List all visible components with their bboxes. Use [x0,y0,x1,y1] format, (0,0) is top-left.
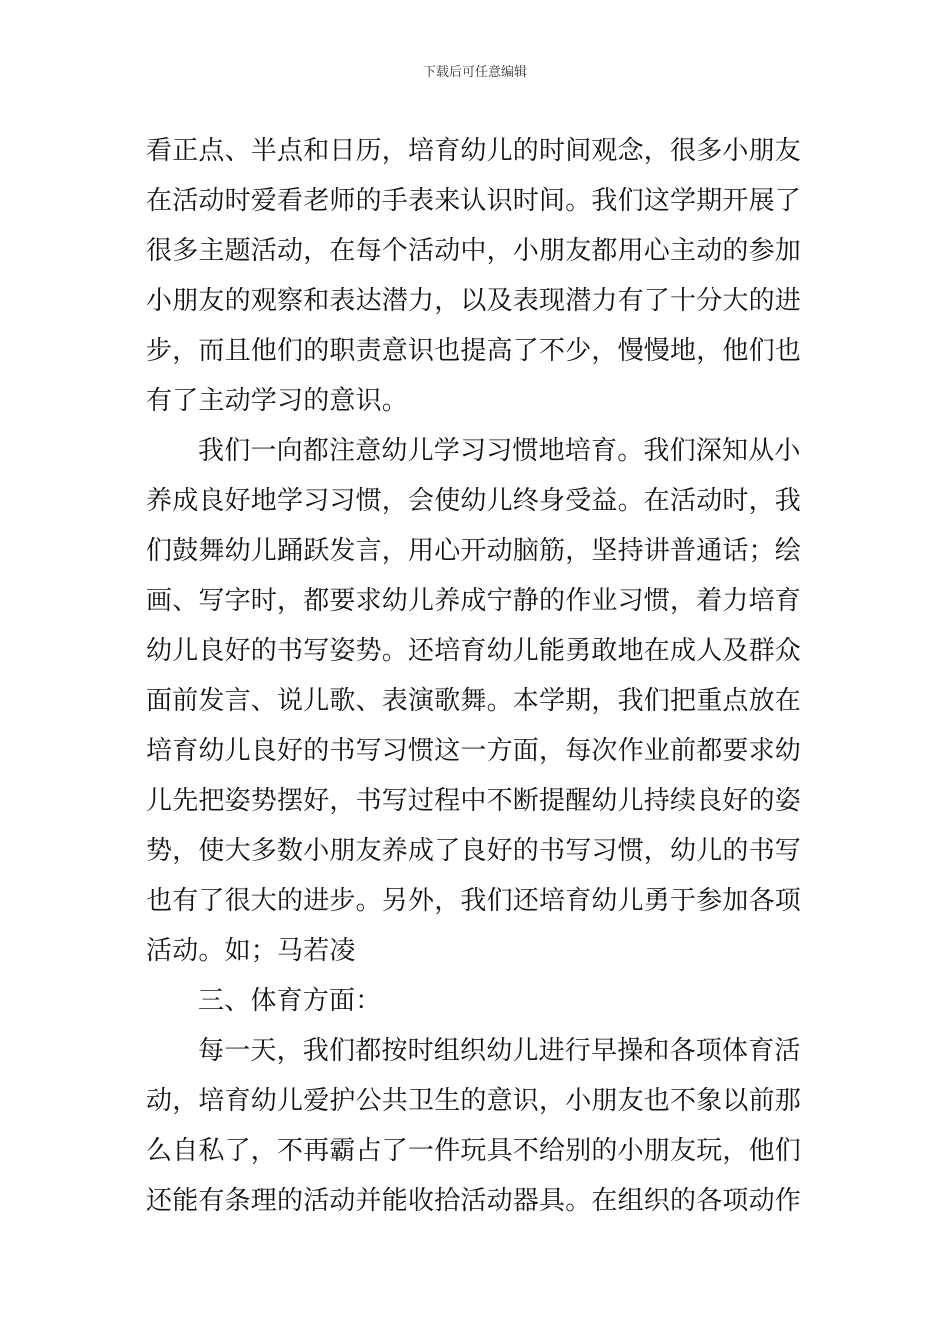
text-line: 还能有条理的活动并能收拾活动器具。在组织的各项动作 [146,1186,802,1216]
page-header: 下载后可任意编辑 [422,65,527,80]
text-line: 儿先把姿势摆好，书写过程中不断提醒幼儿持续良好的姿 [146,786,802,816]
text-line: 有了主动学习的意识。 [146,386,409,416]
text-line: 画、写字时，都要求幼儿养成宁静的作业习惯，着力培育 [146,586,802,616]
section-heading: 三、体育方面： [198,986,382,1016]
text-line: 动，培育幼儿爱护公共卫生的意识，小朋友也不象以前那 [146,1086,802,1116]
text-line: 也有了很大的进步。另外，我们还培育幼儿勇于参加各项 [146,886,802,916]
text-line: 培育幼儿良好的书写习惯这一方面，每次作业前都要求幼 [146,736,802,766]
text-line: 很多主题活动，在每个活动中，小朋友都用心主动的参加 [146,236,802,266]
text-line: 步，而且他们的职责意识也提高了不少，慢慢地，他们也 [146,336,802,366]
text-line: 在活动时爱看老师的手表来认识时间。我们这学期开展了 [146,186,802,216]
document-body [146,126,812,1226]
text-line: 小朋友的观察和表达潜力，以及表现潜力有了十分大的进 [146,286,802,316]
text-line: 活动。如；马若凌 [146,936,356,966]
text-line: 养成良好地学习习惯，会使幼儿终身受益。在活动时，我 [146,486,802,516]
text-line: 势，使大多数小朋友养成了良好的书写习惯，幼儿的书写 [146,836,802,866]
text-line: 么自私了，不再霸占了一件玩具不给别的小朋友玩，他们 [146,1136,802,1166]
paragraph-start-line: 每一天，我们都按时组织幼儿进行早操和各项体育活 [198,1036,801,1066]
text-line: 看正点、半点和日历，培育幼儿的时间观念，很多小朋友 [146,136,802,166]
paragraph-start-line: 我们一向都注意幼儿学习习惯地培育。我们深知从小 [198,436,801,466]
text-line: 幼儿良好的书写姿势。还培育幼儿能勇敢地在成人及群众 [146,636,802,666]
text-line: 面前发言、说儿歌、表演歌舞。本学期，我们把重点放在 [146,686,802,716]
text-line: 们鼓舞幼儿踊跃发言，用心开动脑筋，坚持讲普通话；绘 [146,536,802,566]
